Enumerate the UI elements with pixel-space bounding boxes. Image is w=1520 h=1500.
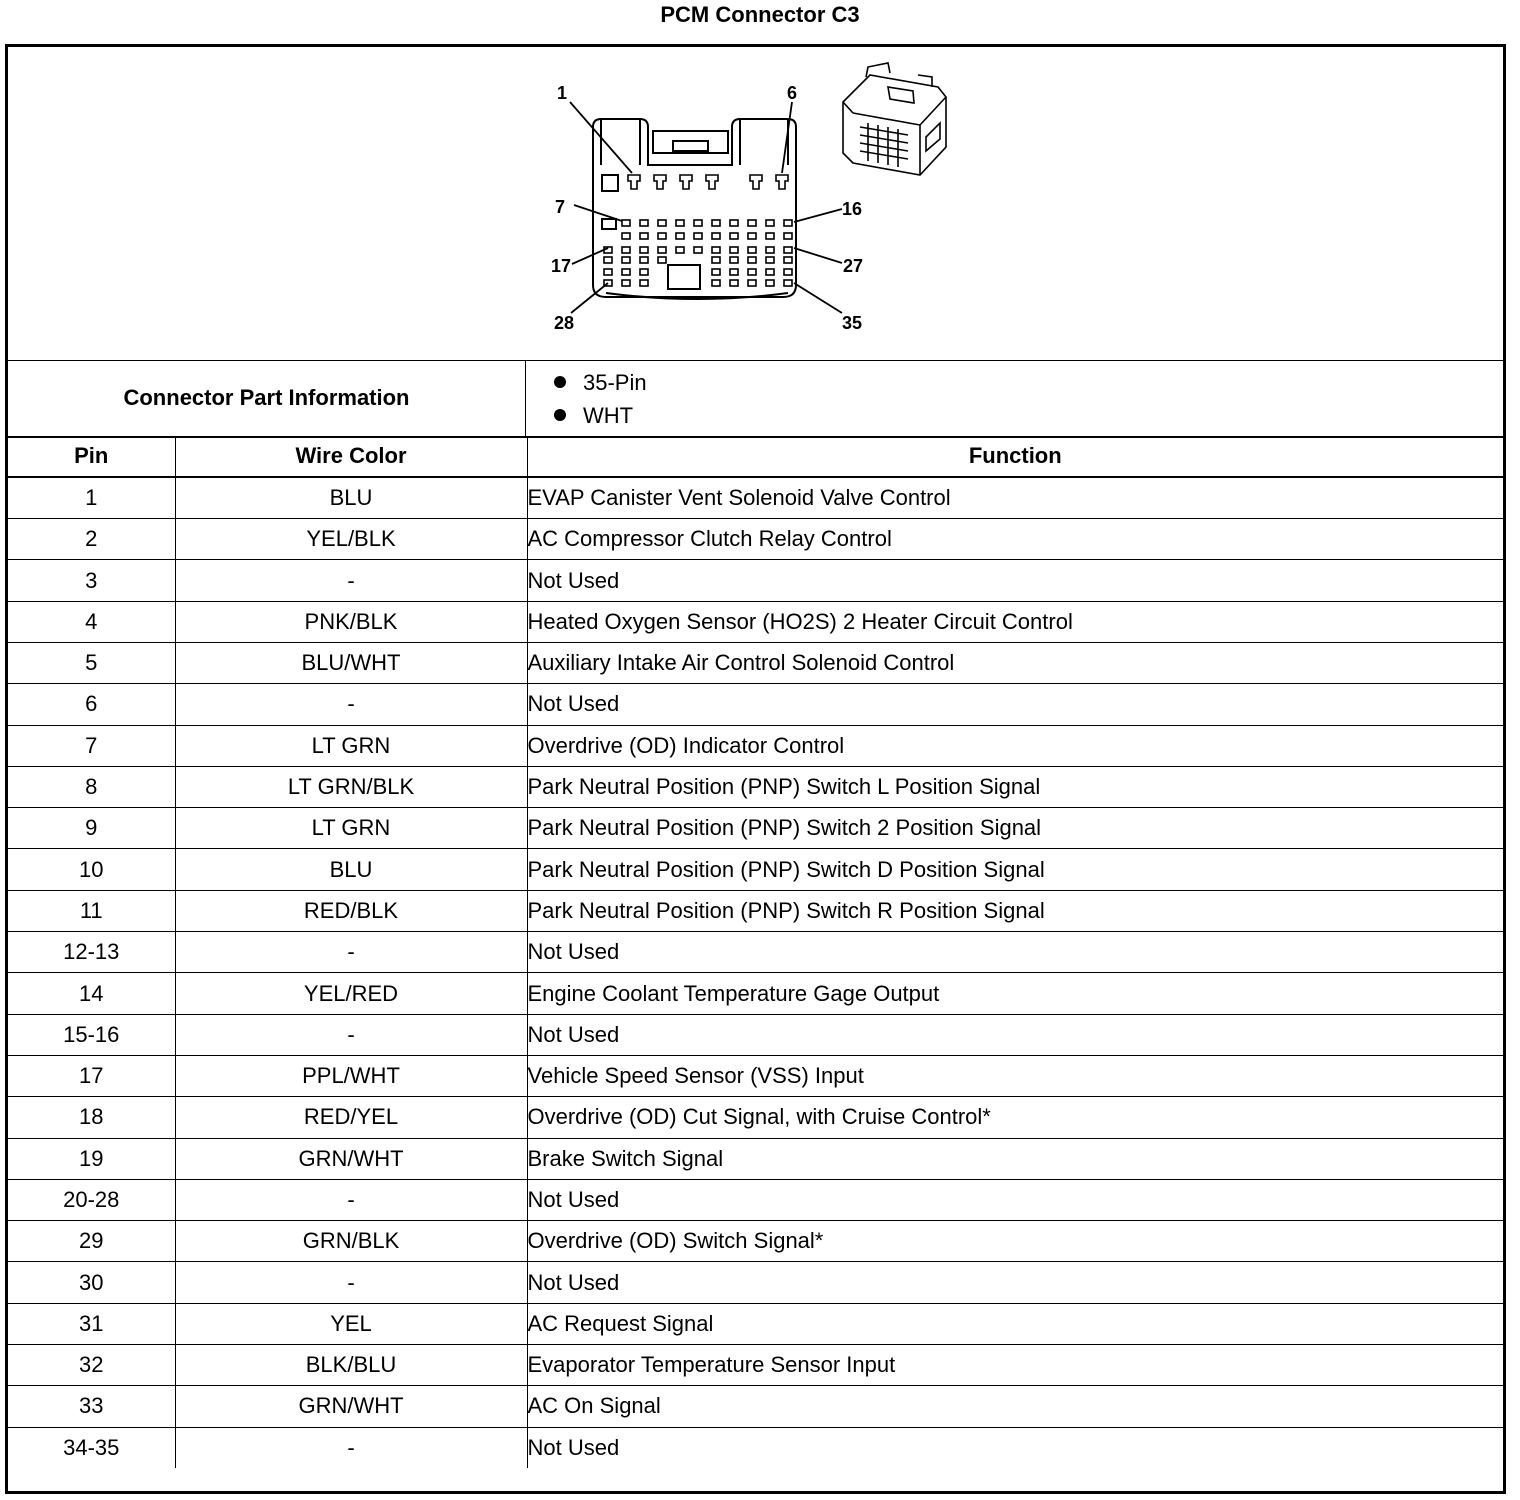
function-cell: Park Neutral Position (PNP) Switch 2 Position Signal bbox=[527, 808, 1503, 849]
pin-cell: 34-35 bbox=[8, 1427, 175, 1468]
table-row bbox=[8, 1386, 1503, 1427]
callout-28: 28 bbox=[554, 313, 575, 333]
function-cell: Not Used bbox=[527, 1014, 1503, 1055]
wire-color-cell: YEL/BLK bbox=[175, 519, 527, 560]
table-row bbox=[8, 1055, 1503, 1096]
function-cell: Engine Coolant Temperature Gage Output bbox=[527, 973, 1503, 1014]
middle-row-pins bbox=[622, 220, 792, 239]
wire-color-cell: - bbox=[175, 932, 527, 973]
connector-sheet bbox=[5, 44, 1506, 1494]
table-row bbox=[8, 1303, 1503, 1344]
pin-cell: 5 bbox=[8, 642, 175, 683]
function-cell: Evaporator Temperature Sensor Input bbox=[527, 1345, 1503, 1386]
pin-cell: 14 bbox=[8, 973, 175, 1014]
pin-table bbox=[8, 436, 1503, 1468]
wire-color-cell: RED/YEL bbox=[175, 1097, 527, 1138]
wire-color-cell: - bbox=[175, 1014, 527, 1055]
pin-table-header bbox=[8, 436, 1503, 477]
function-cell: AC Compressor Clutch Relay Control bbox=[527, 519, 1503, 560]
pin-cell: 15-16 bbox=[8, 1014, 175, 1055]
function-cell: Park Neutral Position (PNP) Switch R Position Signal bbox=[527, 890, 1503, 931]
pin-cell: 17 bbox=[8, 1055, 175, 1096]
header-pin: Pin bbox=[8, 436, 175, 477]
pin-cell: 4 bbox=[8, 601, 175, 642]
wire-color-cell: GRN/BLK bbox=[175, 1221, 527, 1262]
wire-color-cell: YEL bbox=[175, 1303, 527, 1344]
connector-info-label: Connector Part Information bbox=[8, 360, 526, 436]
table-row bbox=[8, 1221, 1503, 1262]
function-cell: Not Used bbox=[527, 684, 1503, 725]
pin-cell: 33 bbox=[8, 1386, 175, 1427]
wire-color-cell: GRN/WHT bbox=[175, 1138, 527, 1179]
function-cell: Not Used bbox=[527, 1179, 1503, 1220]
callout-7: 7 bbox=[555, 197, 566, 217]
pin-cell: 10 bbox=[8, 849, 175, 890]
function-cell: AC On Signal bbox=[527, 1386, 1503, 1427]
function-cell: Park Neutral Position (PNP) Switch D Position Signal bbox=[527, 849, 1503, 890]
function-cell: AC Request Signal bbox=[527, 1303, 1503, 1344]
table-row bbox=[8, 1427, 1503, 1468]
pin-cell: 29 bbox=[8, 1221, 175, 1262]
pin-cell: 9 bbox=[8, 808, 175, 849]
wire-color-cell: LT GRN bbox=[175, 725, 527, 766]
callout-27: 27 bbox=[843, 256, 864, 276]
pin-cell: 6 bbox=[8, 684, 175, 725]
function-cell: Auxiliary Intake Air Control Solenoid Control bbox=[527, 642, 1503, 683]
connector-info-list bbox=[548, 366, 647, 432]
pin-cell: 18 bbox=[8, 1097, 175, 1138]
function-cell: Overdrive (OD) Cut Signal, with Cruise Control* bbox=[527, 1097, 1503, 1138]
wire-color-cell: - bbox=[175, 1179, 527, 1220]
pin-cell: 3 bbox=[8, 560, 175, 601]
function-cell: Not Used bbox=[527, 560, 1503, 601]
pin-cell: 20-28 bbox=[8, 1179, 175, 1220]
pin-cell: 12-13 bbox=[8, 932, 175, 973]
table-row bbox=[8, 601, 1503, 642]
wire-color-cell: BLK/BLU bbox=[175, 1345, 527, 1386]
header-wire-color: Wire Color bbox=[175, 436, 527, 477]
table-row bbox=[8, 932, 1503, 973]
function-cell: Not Used bbox=[527, 1427, 1503, 1468]
table-row bbox=[8, 890, 1503, 931]
pin-cell: 30 bbox=[8, 1262, 175, 1303]
pin-cell: 1 bbox=[8, 477, 175, 518]
wire-color-cell: PPL/WHT bbox=[175, 1055, 527, 1096]
pin-cell: 19 bbox=[8, 1138, 175, 1179]
wire-color-cell: - bbox=[175, 560, 527, 601]
function-cell: Not Used bbox=[527, 932, 1503, 973]
table-row bbox=[8, 477, 1503, 518]
lower-row-pins bbox=[604, 247, 792, 286]
connector-3d-thumbnail bbox=[843, 63, 946, 175]
function-cell: Not Used bbox=[527, 1262, 1503, 1303]
pin-cell: 11 bbox=[8, 890, 175, 931]
connector-face-drawing bbox=[8, 47, 1503, 360]
wire-color-cell: - bbox=[175, 1427, 527, 1468]
function-cell: Overdrive (OD) Indicator Control bbox=[527, 725, 1503, 766]
pin-cell: 2 bbox=[8, 519, 175, 560]
table-row bbox=[8, 519, 1503, 560]
callout-35: 35 bbox=[842, 313, 863, 333]
connector-diagram bbox=[8, 47, 1503, 361]
table-row bbox=[8, 684, 1503, 725]
wire-color-cell: - bbox=[175, 684, 527, 725]
table-row bbox=[8, 1138, 1503, 1179]
pin-cell: 8 bbox=[8, 766, 175, 807]
callout-1: 1 bbox=[557, 83, 568, 103]
table-row bbox=[8, 808, 1503, 849]
table-row bbox=[8, 725, 1503, 766]
wire-color-cell: - bbox=[175, 1262, 527, 1303]
function-cell: Heated Oxygen Sensor (HO2S) 2 Heater Circuit Control bbox=[527, 601, 1503, 642]
table-row bbox=[8, 642, 1503, 683]
table-row bbox=[8, 1179, 1503, 1220]
wire-color-cell: RED/BLK bbox=[175, 890, 527, 931]
wire-color-cell: BLU bbox=[175, 477, 527, 518]
wire-color-cell: GRN/WHT bbox=[175, 1386, 527, 1427]
callout-17: 17 bbox=[551, 256, 572, 276]
callout-16: 16 bbox=[842, 199, 863, 219]
connector-info-pin-count: 35-Pin bbox=[548, 366, 647, 399]
table-row bbox=[8, 766, 1503, 807]
function-cell: Park Neutral Position (PNP) Switch L Position Signal bbox=[527, 766, 1503, 807]
connector-info-color: WHT bbox=[548, 399, 647, 432]
pin-cell: 31 bbox=[8, 1303, 175, 1344]
top-row-pins bbox=[628, 175, 788, 189]
function-cell: Vehicle Speed Sensor (VSS) Input bbox=[527, 1055, 1503, 1096]
table-row bbox=[8, 560, 1503, 601]
table-row bbox=[8, 1262, 1503, 1303]
wire-color-cell: YEL/RED bbox=[175, 973, 527, 1014]
table-row bbox=[8, 973, 1503, 1014]
function-cell: Overdrive (OD) Switch Signal* bbox=[527, 1221, 1503, 1262]
table-row bbox=[8, 1097, 1503, 1138]
pin-cell: 7 bbox=[8, 725, 175, 766]
pin-cell: 32 bbox=[8, 1345, 175, 1386]
wire-color-cell: BLU/WHT bbox=[175, 642, 527, 683]
wire-color-cell: LT GRN/BLK bbox=[175, 766, 527, 807]
table-row bbox=[8, 1014, 1503, 1055]
table-row bbox=[8, 1345, 1503, 1386]
function-cell: Brake Switch Signal bbox=[527, 1138, 1503, 1179]
page-title: PCM Connector C3 bbox=[660, 2, 860, 27]
callout-6: 6 bbox=[787, 83, 798, 103]
connector-part-information bbox=[8, 360, 1503, 438]
header-function: Function bbox=[527, 436, 1503, 477]
table-row bbox=[8, 849, 1503, 890]
wire-color-cell: BLU bbox=[175, 849, 527, 890]
function-cell: EVAP Canister Vent Solenoid Valve Control bbox=[527, 477, 1503, 518]
wire-color-cell: LT GRN bbox=[175, 808, 527, 849]
wire-color-cell: PNK/BLK bbox=[175, 601, 527, 642]
